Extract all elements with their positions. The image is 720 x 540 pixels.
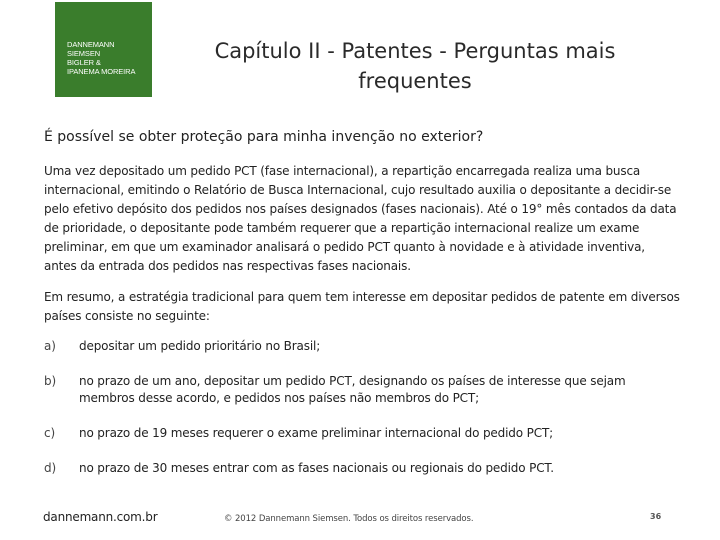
logo-line: BIGLER & <box>67 58 101 67</box>
footer-copyright: © 2012 Dannemann Siemsen. Todos os direitos reservados. <box>224 514 474 524</box>
slide-title: Capítulo II - Patentes - Perguntas mais frequentes <box>214 39 616 93</box>
logo-line: SIEMSEN <box>67 49 101 58</box>
list-marker: b) <box>44 374 56 388</box>
footer-website: dannemann.com.br <box>43 510 158 524</box>
list-marker: c) <box>44 426 55 440</box>
question-heading: É possível se obter proteção para minha invenção no exterior? <box>44 129 484 145</box>
paragraph-pct-explanation: Uma vez depositado um pedido PCT (fase internacional), a repartição encarregada realiza uma busca internacional, emitindo o Relatório de Busca Internacional, cujo resultado auxilia o depositante a decidir-se pelo efetivo depósito dos pedidos nos países designados (fases nacionais). Até o 19° mês contados da data de prioridade, o depositante pode também requerer que a repartição internacional realize um exame preliminar, em que um examinador analisará o pedido PCT quanto à novidade e à atividade inventiva, antes da entrada dos pedidos nas respectivas fases nacionais. <box>44 164 677 273</box>
strategy-list <box>44 338 680 477</box>
list-item-text: no prazo de 19 meses requerer o exame preliminar internacional do pedido PCT; <box>79 426 554 440</box>
page-number: 36 <box>650 512 662 521</box>
list-item <box>44 460 680 477</box>
slide-content <box>44 128 680 495</box>
company-logo <box>55 2 152 97</box>
paragraph-summary: Em resumo, a estratégia tradicional para quem tem interesse em depositar pedidos de patente em diversos países consiste no seguinte: <box>44 290 680 323</box>
list-item-text: no prazo de um ano, depositar um pedido PCT, designando os países de interesse que sejam membros desse acordo, e pedidos nos países não membros do PCT; <box>79 374 626 405</box>
logo-line: DANNEMANN <box>67 40 115 49</box>
list-marker: a) <box>44 339 56 353</box>
list-item-text: depositar um pedido prioritário no Brasil; <box>79 339 321 353</box>
list-item <box>44 425 680 442</box>
list-marker: d) <box>44 461 56 475</box>
list-item <box>44 373 680 407</box>
list-item-text: no prazo de 30 meses entrar com as fases nacionais ou regionais do pedido PCT. <box>79 461 554 475</box>
list-item <box>44 338 680 355</box>
logo-line: IPANEMA MOREIRA <box>67 67 136 76</box>
